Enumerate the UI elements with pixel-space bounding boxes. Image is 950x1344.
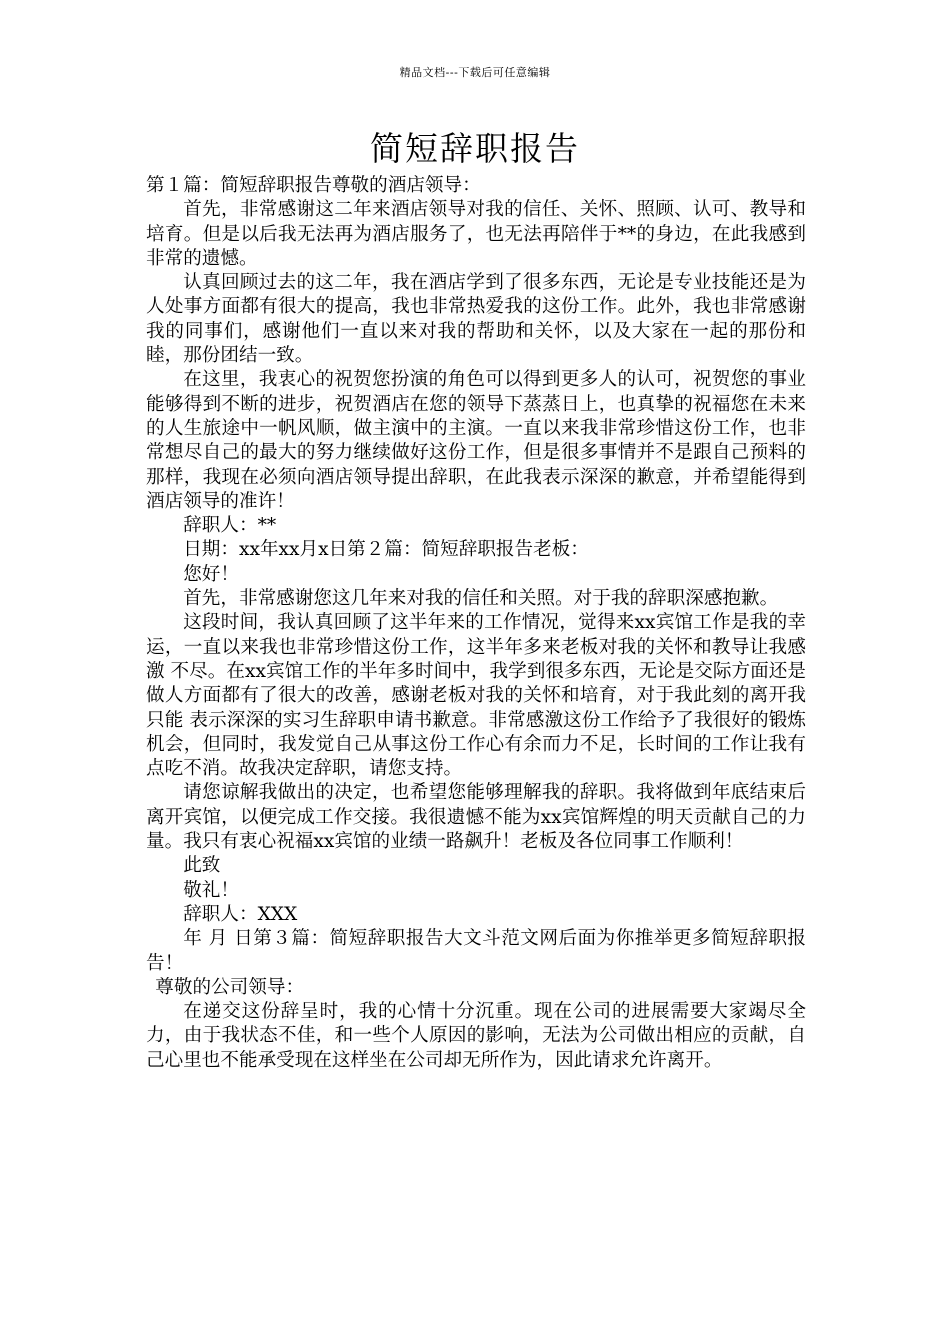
date-line: 日期：xx年xx月x日第２篇：简短辞职报告老板： xyxy=(183,539,589,561)
paragraph: 这段时间，我认真回顾了这半年来的工作情况，觉得来xx宾馆工作是我的幸运，一直以来我也非常珍惜这份工作，这半年多来老板对我的关怀和教导让我感激 不尽。在xx宾馆工作的半年多时间中，我学到很多东西，无论是交际方面还是做人方面都有了很大的改善，感谢老板对我的关怀和培育，对于我此刻的离开我只能 表示深深的实习生辞职申请书歉意。非常感激这份工作给予了我很好的锻炼机会，但同时，我发觉自己从事这份工作心有余而力不足，长时间的工作让我有点吃不消。故我决定辞职，请您支持。 xyxy=(146,612,806,780)
document-body xyxy=(146,174,806,1073)
header-note: 精品文档---下载后可任意编辑 xyxy=(399,66,551,79)
closing-line: 此致 xyxy=(183,855,221,877)
date-line: 年 月 日第３篇：简短辞职报告大文斗范文网后面为你推举更多简短辞职报告！ xyxy=(146,928,806,974)
document-title: 简短辞职报告 xyxy=(370,129,580,168)
paragraph: 请您谅解我做出的决定，也希望您能够理解我的辞职。我将做到年底结束后离开宾馆，以便完成工作交接。我很遗憾不能为xx宾馆辉煌的明天贡献自己的力量。我只有衷心祝福xx宾馆的业绩一路飙升！老板及各位同事工作顺利！ xyxy=(146,782,806,853)
paragraph: 首先，非常感谢这二年来酒店领导对我的信任、关怀、照顾、认可、教导和培育。但是以后我无法再为酒店服务了，也无法再陪伴于**的身边，在此我感到非常的遗憾。 xyxy=(146,199,806,269)
paragraph: 第１篇：简短辞职报告尊敬的酒店领导： xyxy=(146,175,481,196)
greeting-line: 您好！ xyxy=(183,563,239,585)
closing-line: 敬礼！ xyxy=(183,879,239,901)
paragraph: 在这里，我衷心的祝贺您扮演的角色可以得到更多人的认可，祝贺您的事业能够得到不断的进步，祝贺酒店在您的领导下蒸蒸日上，也真挚的祝福您在未来的人生旅途中一帆风顺，做主演中的主演。一直以来我非常珍惜这份工作，也非常想尽自己的最大的努力继续做好这份工作，但是很多事情并不是跟自己预料的那样，我现在必须向酒店领导提出辞职，在此我表示深深的歉意，并希望能得到酒店领导的准许！ xyxy=(146,369,806,512)
salutation-line: 尊敬的公司领导： xyxy=(155,976,305,998)
signature-line: 辞职人：** xyxy=(183,515,277,537)
paragraph: 首先，非常感谢您这几年来对我的信任和关照。对于我的辞职深感抱歉。 xyxy=(183,588,779,610)
signature-line: 辞职人：XXX xyxy=(183,903,298,925)
paragraph: 在递交这份辞呈时，我的心情十分沉重。现在公司的进展需要大家竭尽全力，由于我状态不佳，和一些个人原因的影响，无法为公司做出相应的贡献，自己心里也不能承受现在这样坐在公司却无所作为，因此请求允许离开。 xyxy=(146,1001,806,1071)
paragraph: 认真回顾过去的这二年，我在酒店学到了很多东西，无论是专业技能还是为人处事方面都有很大的提高，我也非常热爱我的这份工作。此外，我也非常感谢我的同事们，感谢他们一直以来对我的帮助和关怀，以及大家在一起的那份和睦，那份团结一致。 xyxy=(146,272,806,367)
